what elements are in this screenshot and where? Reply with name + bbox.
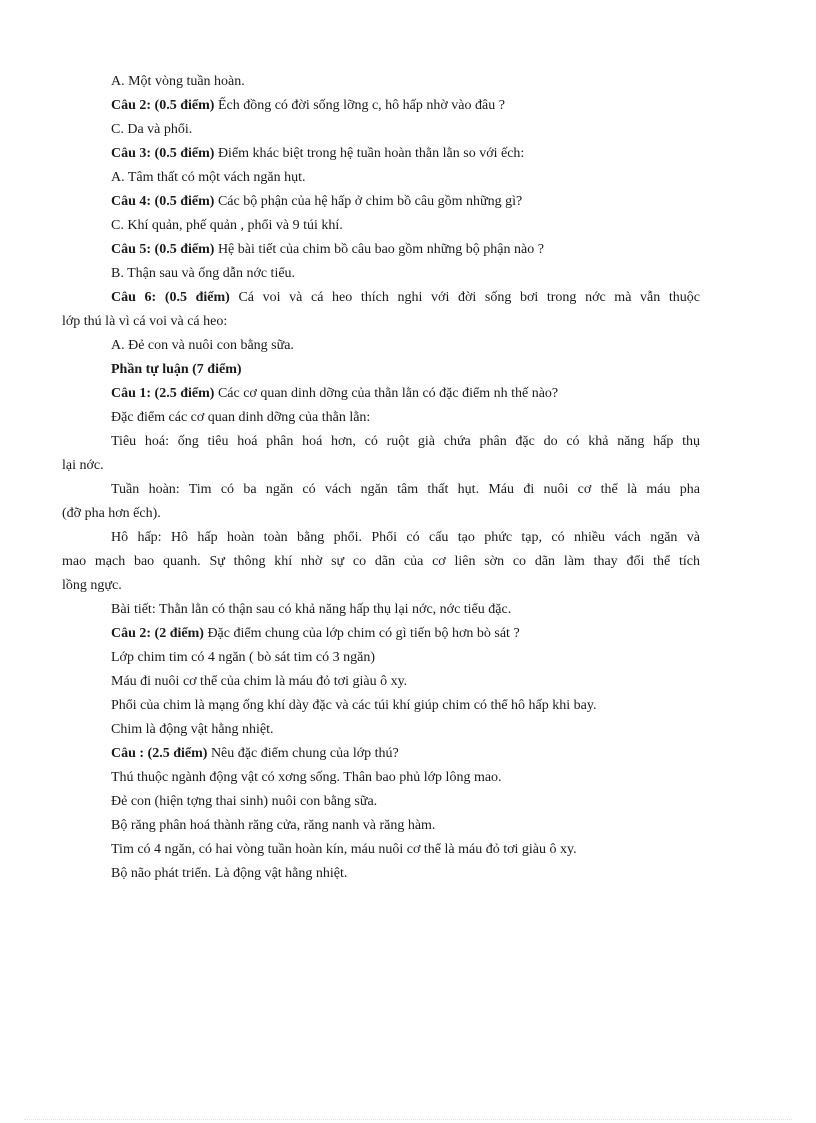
line-24: Câu 2: (2 điểm) Đặc điểm chung của lớp chim có gì tiến bộ hơn bò sát ?	[111, 626, 520, 641]
line-30: Thú thuộc ngành động vật có xơng sống. Thân bao phủ lớp lông mao.	[111, 770, 502, 785]
line-19: (đỡ pha hơn ếch).	[62, 506, 161, 521]
line-27: Phổi của chim là mạng ống khí dày đặc và các túi khí giúp chim có thể hô hấp khi bay.	[111, 698, 597, 713]
line-21: mao mạch bao quanh. Sự thông khí nhờ sự co dãn của cơ liên sờn co dãn làm thay đổi thể tích	[62, 554, 700, 569]
line-29: Câu : (2.5 điểm) Nêu đặc điểm chung của lớp thú?	[111, 746, 399, 761]
section-heading: Phần tự luận (7 điểm)	[111, 362, 242, 377]
line-31: Đẻ con (hiện tợng thai sinh) nuôi con bằng sữa.	[111, 794, 378, 809]
line-22: lồng ngực.	[62, 578, 122, 593]
document-page	[62, 70, 700, 886]
line-25: Lớp chim tim có 4 ngăn ( bò sát tim có 3 ngăn)	[111, 650, 376, 665]
line-12: A. Đẻ con và nuôi con bằng sữa.	[111, 338, 294, 353]
line-20: Hô hấp: Hô hấp hoàn toàn bằng phổi. Phổi có cấu tạo phức tạp, có nhiều vách ngăn và	[111, 530, 700, 545]
line-26: Máu đi nuôi cơ thể của chim là máu đỏ tơi giàu ô xy.	[111, 674, 408, 689]
line-8: Câu 5: (0.5 điểm) Hệ bài tiết của chim bồ câu bao gồm những bộ phận nào ?	[111, 242, 544, 257]
line-16: Tiêu hoá: ống tiêu hoá phân hoá hơn, có ruột già chứa phân đặc do có khả năng hấp thụ	[111, 434, 700, 449]
line-2: Câu 2: (0.5 điểm) Ếch đồng có đời sống lỡng c, hô hấp nhờ vào đâu ?	[111, 98, 505, 113]
line-28: Chim là động vật hằng nhiệt.	[111, 722, 274, 737]
line-4: Câu 3: (0.5 điểm) Điểm khác biệt trong hệ tuần hoàn thằn lằn so với ếch:	[111, 146, 525, 161]
line-17: lại nớc.	[62, 458, 104, 473]
line-10: Câu 6: (0.5 điểm) Cá voi và cá heo thích nghi với đời sống bơi trong nớc mà vẫn thuộc	[111, 290, 700, 305]
footer-divider	[24, 1119, 792, 1120]
line-14: Câu 1: (2.5 điểm) Các cơ quan dinh dỡng của thằn lằn có đặc điểm nh thế nào?	[111, 386, 559, 401]
line-9: B. Thận sau và ống dẫn nớc tiểu.	[111, 266, 296, 281]
line-3: C. Da và phổi.	[111, 122, 193, 137]
line-34: Bộ não phát triển. Là động vật hằng nhiệt.	[111, 866, 348, 881]
line-33: Tim có 4 ngăn, có hai vòng tuần hoàn kín, máu nuôi cơ thể là máu đỏ tơi giàu ô xy.	[111, 842, 577, 857]
line-1: A. Một vòng tuần hoàn.	[111, 74, 245, 89]
line-7: C. Khí quản, phế quản , phổi và 9 túi khí.	[111, 218, 343, 233]
line-6: Câu 4: (0.5 điểm) Các bộ phận của hệ hấp ở chim bồ câu gồm những gì?	[111, 194, 523, 209]
line-15: Đặc điểm các cơ quan dinh dỡng của thằn lằn:	[111, 410, 371, 425]
line-5: A. Tâm thất có một vách ngăn hụt.	[111, 170, 306, 185]
line-23: Bài tiết: Thằn lằn có thận sau có khả năng hấp thụ lại nớc, nớc tiểu đặc.	[111, 602, 512, 617]
line-32: Bộ răng phân hoá thành răng cửa, răng nanh và răng hàm.	[111, 818, 436, 833]
line-11: lớp thú là vì cá voi và cá heo:	[62, 314, 228, 329]
line-18: Tuần hoàn: Tim có ba ngăn có vách ngăn tâm thất hụt. Máu đi nuôi cơ thể là máu pha	[111, 482, 700, 497]
